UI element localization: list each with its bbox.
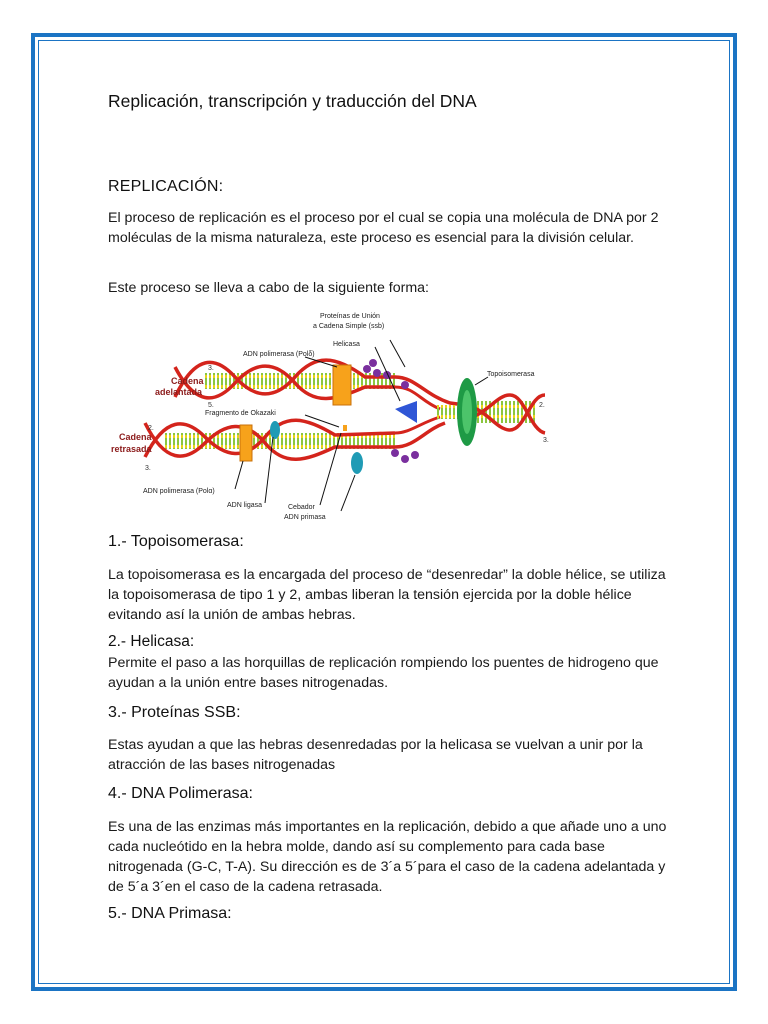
ligase-shape [270,421,280,439]
topoisomerasa-label: Topoisomerasa [487,371,535,378]
primase-shape [351,452,363,474]
okazaki-label: Fragmento de Okazaki [205,410,276,417]
cebador-label: Cebador [288,504,315,511]
section-4-heading: 4.- DNA Polimerasa: [108,785,253,802]
cadena-retrasada-label-2: retrasada [111,444,152,454]
document-title: Replicación, transcripción y traducción del DNA [108,91,477,111]
section-3-body: Estas ayudan a que las hebras desenredadas por la helicasa se vuelvan a unir por la atracción de las bases nitrogenadas [108,737,643,773]
section-4-body: Es una de las enzimas más importantes en la replicación, debido a que añade uno a uno cada nucleótido en la hebra molde, dando así su complemento para cada base nitrogenada (G-C, T-A). Su dirección es de 3´a 5´para el caso de la cadena adelantada y de 5´a 3´en el caso de la cadena retrasada. [108,819,667,895]
end-label: 3. [208,365,214,372]
section-2-heading: 2.- Helicasa: [108,633,195,650]
end-label: 5. [208,402,214,409]
helicasa-label: Helicasa [333,341,360,348]
pol-alpha-label: ADN polimerasa (Polα) [143,488,215,495]
section-5-heading: 5.- DNA Primasa: [108,905,232,922]
section-heading: REPLICACIÓN: [108,178,224,195]
section-1-heading: 1.- Topoisomerasa: [108,533,244,550]
helicase-shape [395,401,417,423]
cadena-adelantada-label-1: Cadena [171,376,204,386]
process-intro: Este proceso se lleva a cabo de la siguiente forma: [108,280,429,296]
pol-delta-label: ADN polimerasa (Polδ) [243,351,315,358]
cadena-adelantada-label-2: adelantada [155,387,203,397]
cadena-retrasada-label-1: Cadena [119,432,152,442]
section-3-heading: 3.- Proteínas SSB: [108,704,241,721]
end-label: 2. [148,425,154,432]
section-2-body: Permite el paso a las horquillas de replicación rompiendo los puentes de hidrogeno que ayudan a la unión entre bases nitrogenadas. [108,655,659,691]
polymerase-alpha [240,425,252,461]
intro-paragraph: El proceso de replicación es el proceso por el cual se copia una molécula de DNA por 2 moléculas de la misma naturaleza, este proceso es esencial para la división celular. [108,210,659,246]
dna-replication-diagram [105,305,555,530]
end-label: 2. [539,402,545,409]
ssb-label-line2: a Cadena Simple (ssb) [313,323,385,330]
primasa-label: ADN primasa [284,514,326,521]
section-1-body: La topoisomerasa es la encargada del proceso de “desenredar” la doble hélice, se utiliza la topoisomerasa de tipo 1 y 2, ambas liberan la tensión ejercida por la doble hélice evitando así la unión de ambas hebras. [108,567,666,623]
okazaki-marker [343,425,347,431]
ssb-label-line1: Proteínas de Unión [320,313,380,320]
polymerase-delta [333,365,351,405]
end-label: 3. [145,465,151,472]
ligasa-label: ADN ligasa [227,502,263,509]
end-label: 3. [543,437,549,444]
